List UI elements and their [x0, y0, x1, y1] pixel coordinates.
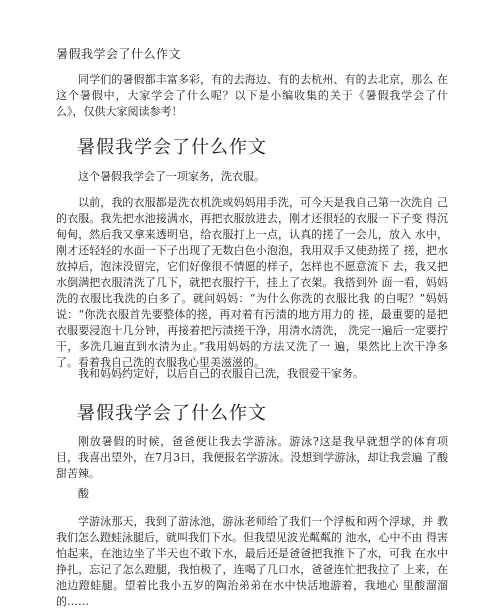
essay-2-paragraph-2: 学游泳那天，我到了游泳池，游泳老师给了我们一个浮板和两个浮球，并 教我们怎么蹬蛙泳腿后，就叫我们下水。但我望见波光粼粼的 池水，心中不由 得害怕起来，在池边坐了半天也不敢下水，最后还是爸爸把我推下了水，可我 在水中挣扎，忘记了怎么蹬腿，我怕极了，连喝了几口水，爸爸连忙把我拉了 上来，在池边蹬蛙腿。望着比我小五岁的陶治弟弟在水中快活地游着，我地心 里酸溜溜的…… — [56, 515, 448, 608]
essay-2-subheading: 酸 — [78, 487, 89, 500]
essay-1-heading: 暑假我学会了什么作文 — [77, 137, 267, 158]
essay-1-paragraph-2: 以前，我的衣服都是洗衣机洗或妈妈用手洗，可今天是我自己第一次洗自 己的衣服。我先把水池接满水，再把衣服放进去，刚才还很轻的衣服一下子变 得沉甸甸，然后我又拿来透明皂，给衣服打上一点，认真的搓了一会儿，放入 水中，刚才还轻轻的水面一下子出现了无数白色小泡泡，我用双手又使劲搓了 搓，把水放掉后，泡沫没留完，它们好像很不情愿的样子，怎样也不愿意流下 去，我又把水倒满把衣服清洗了几下，就把衣服拧干，挂上了衣架。我搭到外 面一看，妈妈洗的衣服比我洗的白多了。就问妈妈：“为什么你洗的衣服比我 的白呢？”妈妈说：“你洗衣服首先要整体的搓，再对着有污渍的地方用力的 搓，最重要的是把衣服要浸泡十几分钟，再接着把污渍搓干净，用清水清洗， 洗完一遍后一定要拧干，多洗几遍直到水清为止。”我用妈妈的方法又洗了一 遍，果然比上次干净多了。看着我自己洗的衣服我心里美滋滋的。 — [56, 196, 448, 369]
intro-paragraph: 同学们的暑假都丰富多彩，有的去海边、有的去杭州、有的去北京，那么 在这个暑假中，大家学会了什么呢？以下是小编收集的关于《暑假我学会了什 么》，仅供大家阅读参考！ — [56, 73, 448, 118]
document-title: 暑假我学会了什么作文 — [56, 47, 182, 61]
essay-2-paragraph-1: 刚放暑假的时候，爸爸便让我去学游泳。游泳?这是我早就想学的体育项 目，我喜出望外，在7月3日，我便报名学游泳。没想到学游泳，却让我尝遍 了酸甜苦辣。 — [56, 435, 448, 480]
essay-1-paragraph-3: 我和妈妈约定好，以后自己的衣服自己洗，我很爱干家务。 — [78, 367, 364, 380]
essay-2-heading: 暑假我学会了什么作文 — [77, 403, 267, 424]
essay-1-paragraph-1: 这个暑假我学会了一项家务，洗衣服。 — [78, 170, 265, 183]
